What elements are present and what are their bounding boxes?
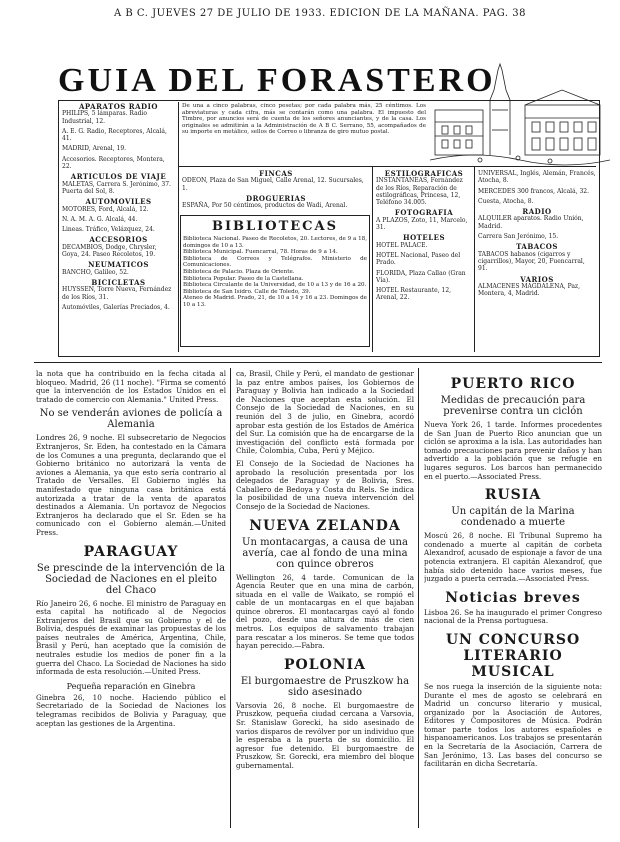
directory-entry: ESPAÑA, Por 50 céntimos, productos de Wadi, Arenal. bbox=[182, 202, 348, 210]
directory-entry: ODEON, Plaza de San Miguel, Calle Arenal, 12. Sucursales, 1. bbox=[182, 177, 364, 192]
section-heading: DROGUERIAS bbox=[246, 193, 306, 203]
directory-entry: MOTORES, Ford, Alcalá, 12. bbox=[62, 205, 149, 213]
directory-entry: INSTANTANEAS, Fernández de los Ríos, Reparación de estilográficas, Princesa, 12, Teléfono 34.005. bbox=[376, 177, 463, 207]
library-entry: Biblioteca de Palacio. Plaza de Oriente. bbox=[183, 268, 295, 275]
article-text: ca, Brasil, Chile y Perú, el mandato de gestionar la paz entre ambos países, los Gobiernos de Paraguay y Bolivia han indicado a la Sociedad de Naciones que aceptan esta solución. El Consejo de la Sociedad de Naciones, en su reunión del 3 de julio, en Ginebra, acordó aprobar esta gestión de los Estados de América del Sur. La comisión que ha de encargarse de la investigación del conflicto está formada por Chile, Colombia, Cuba, Perú y Méjico. bbox=[236, 370, 414, 456]
directory-entry: FLORIDA, Plaza Callao (Gran Vía). bbox=[376, 269, 466, 284]
article-text: Se nos ruega la inserción de la siguiente nota: Durante el mes de agosto se celebrará en Madrid un concurso literario y musical, organizado por la Asociación de Autores, Editores y Compositores de Música. Podrán tomar parte todos los autores españoles e hispanoamericanos. Los trabajos se presentarán en la Secretaría de la Asociación, Carrera de San Jerónimo, 13. Las bases del concurso se facilitarán en dicha Secretaría. bbox=[424, 681, 602, 769]
section-heading: RADIO bbox=[522, 207, 552, 217]
directory-entry: TABACOS habanos (cigarros y cigarrillos), Mayor, 20, Fuencarral, 91. bbox=[478, 250, 585, 273]
directory-entry: MERCEDES 300 francos, Alcalá, 32. bbox=[478, 187, 590, 195]
section-heading: FINCAS bbox=[259, 169, 293, 178]
guide-center-right-column bbox=[376, 170, 472, 305]
section-headline: UN CONCURSO LITERARIO MUSICAL bbox=[445, 631, 581, 680]
divider bbox=[34, 362, 602, 363]
section-heading: TABACOS bbox=[516, 242, 558, 252]
section-heading: AUTOMOVILES bbox=[85, 197, 152, 207]
article-headline: Medidas de precaución para prevenirse contra un ciclón bbox=[440, 395, 586, 417]
article-text: Londres 26, 9 noche. El subsecretario de Negocios Extranjeros, Sr. Eden, ha contestado en la Cámara de los Comunes a una pregunta, declarando que el Gobierno británico no autorizará la venta de aviones a Alemania, ya que esto sería contrario al Tratado de Versalles. El Gobierno inglés ha manifestado que ninguna casa británica está autorizada a tratar de la venta de aparatos destinados a Alemania. Un portavoz de Negocios Extranjeros ha declarado que el Sr. Eden se ha comunicado con el Gobierno alemán.—United Press. bbox=[36, 433, 226, 537]
section-heading: ARTICULOS DE VIAJE bbox=[70, 172, 167, 182]
libraries-heading: BIBLIOTECAS bbox=[211, 219, 338, 234]
library-entry: Biblioteca Municipal. Fuencarral, 78. Horas de 9 a 14. bbox=[183, 249, 338, 256]
column-divider bbox=[418, 368, 419, 828]
directory-entry: Carrera San Jerónimo, 15. bbox=[478, 233, 559, 241]
article-text: Río Janeiro 26, 6 noche. El ministro de Paraguay en esta capital ha notificado al de Negocios Extranjeros del Brasil que su Gobierno y el de Bolivia, después de examinar las propuestas de los países neutrales de América, Argentina, Chile, Brasil y Perú, han aceptado que la comisión de neutrales estudie los medios de poner fin a la guerra del Chaco. La Sociedad de Naciones ha sido informada de esta resolución.—United Press. bbox=[36, 598, 226, 677]
guide-left-column bbox=[62, 103, 175, 314]
directory-entry: Cuesta, Atocha, 8. bbox=[478, 197, 534, 205]
directory-entry: A. E. G. Radio, Receptores, Alcalá, 41. bbox=[62, 127, 167, 143]
section-headline: RUSIA bbox=[484, 487, 542, 504]
library-entry: Ateneo de Madrid. Prado, 21, de 10 a 14 y 16 a 23. Domingos de 10 a 13. bbox=[183, 295, 367, 308]
article-text: Moscú 26, 8 noche. El Tribunal Supremo ha condenado a muerte al capitán de corbeta Alexandrof, acusado de espionaje a favor de una potencia extranjera. El capitán Alexandrof, que había sido detenido hace varios meses, fue juzgado a puerta cerrada.—Associated Press. bbox=[424, 531, 602, 584]
section-heading: BICICLETAS bbox=[91, 277, 146, 287]
article-text: Wellington 26, 4 tarde. Comunican de la Agencia Reuter que en una mina de carbón, situada en el valle de Waikato, se rompió el cable de un montacargas en el que bajaban quince obreros. El montacargas cayó al fondo del pozo, desde una altura de más de cien metros. Los equipos de salvamento trabajan para rescatar a los mineros. Se teme que todos hayan perecido.—Fabra. bbox=[236, 572, 414, 651]
directory-entry: HOTEL PALACE. bbox=[376, 241, 428, 249]
directory-entry: MALETAS, Carrera S. Jerónimo, 37. Puerta del Sol, 8. bbox=[62, 180, 171, 195]
section-headline: PUERTO RICO bbox=[450, 376, 576, 392]
article-text: la nota que ha contribuido en la fecha citada al bloqueo. Madrid, 26 (11 noche). "Firma se comentó que la intervención de los Estados Unidos en el tratado de comercio con Alemania." United Press. bbox=[36, 370, 226, 404]
section-headline: NUEVA ZELANDA bbox=[249, 517, 401, 534]
directory-entry: DECAMBIOS, Dodge, Chrysler, Goya, 24. Paseo Recoletos, 19. bbox=[62, 243, 157, 259]
directory-entry: HOTEL Restaurante, 12, Arenal, 22. bbox=[376, 287, 452, 302]
section-heading: FOTOGRAFIA bbox=[394, 208, 454, 218]
section-headline: Noticias breves bbox=[445, 589, 581, 606]
article-headline: No se venderán aviones de policía a Alemania bbox=[39, 408, 223, 431]
directory-entry: BANCHO, Galileo, 52. bbox=[62, 268, 129, 276]
directory-entry: Accesorios. Receptores, Montera, 22. bbox=[62, 155, 165, 171]
library-entry: Biblioteca de San Isidro. Calle de Toledo, 39. bbox=[183, 288, 311, 295]
article-headline: Se prescinde de la intervención de la Sociedad de Naciones en el pleito del Chaco bbox=[36, 562, 226, 596]
directory-entry: N. A. M. A. G. Alcalá, 44. bbox=[62, 215, 138, 223]
library-entry: Biblioteca Popular. Paseo de la Castellana. bbox=[183, 275, 304, 282]
guide-right-column bbox=[478, 170, 596, 300]
article-text: Varsovia 26, 8 noche. El burgomaestre de Pruszkow, pequeña ciudad cercana a Varsovia, Sr. Stanislaw Gorecki, ha sido asesinado de varios disparos de revólver por un individuo que le esperaba a la puerta de su domicilio. El agresor fue detenido. El burgomaestre de Pruszkow, Sr. Gorecki, era miembro del bloque gubernamental. bbox=[236, 700, 414, 770]
section-headline: POLONIA bbox=[284, 656, 366, 673]
directory-entry: A PLAZOS, Zoto, 11, Marcelo, 31. bbox=[376, 216, 468, 232]
article-text: Ginebra 26, 10 noche. Haciendo público el Secretariado de la Sociedad de Naciones los telegramas recibidos de Bolivia y Paraguay, que aceptan las gestiones de la Argentina. bbox=[36, 692, 226, 728]
article-headline: Un montacargas, a causa de una avería, cae al fondo de una mina con quince obreros bbox=[242, 536, 408, 570]
section-heading: ESTILOGRAFICAS bbox=[384, 169, 464, 178]
directory-entry: UNIVERSAL, Inglés, Alemán, Francés, Atocha, 8. bbox=[478, 170, 596, 185]
masthead: A B C. JUEVES 27 DE JULIO DE 1933. EDICION DE LA MAÑANA. PAG. 38 bbox=[113, 8, 526, 19]
guide-title: GUIA DEL FORASTERO bbox=[58, 62, 496, 99]
section-headline: PARAGUAY bbox=[83, 543, 179, 560]
directory-entry: HUYSSEN, Torre Nueva, Fernández de los Ríos, 31. bbox=[62, 286, 172, 301]
news-column-3 bbox=[424, 370, 602, 835]
news-column-2 bbox=[236, 370, 414, 835]
directory-entry: Automóviles, Galerías Preciados, 4. bbox=[62, 303, 170, 311]
article-text: El Consejo de la Sociedad de Naciones ha aprobado la resolución presentada por los delegados de Paraguay y de Bolivia, Sres. Caballero de Bedoya y Costa du Rels. Se indica la posibilidad de una nueva intervención del Consejo de la Sociedad de Naciones. bbox=[236, 458, 414, 511]
directory-entry: HOTEL Nacional, Paseo del Prado. bbox=[376, 251, 461, 267]
library-entry: Biblioteca Nacional. Paseo de Recoletos, 20. Lectores, de 9 a 18, domingos de 10 a 13. bbox=[183, 236, 367, 249]
article-subheadline: Pequeña reparación en Ginebra bbox=[66, 681, 196, 691]
section-heading: APARATOS RADIO bbox=[79, 102, 158, 111]
library-entry: Biblioteca Circulante de la Universidad, de 10 a 13 y de 16 a 20. bbox=[183, 282, 367, 289]
directory-entry: ALQUILER aparatos. Radio Unión, Madrid. bbox=[478, 215, 584, 230]
library-entry: Biblioteca de Correos y Telégrafos. Ministerio de Comunicaciones. bbox=[183, 255, 367, 269]
news-column-1 bbox=[36, 370, 226, 835]
article-text: Lisboa 26. Se ha inaugurado el primer Congreso nacional de la Prensa portuguesa. bbox=[424, 607, 602, 626]
divider bbox=[372, 166, 373, 352]
column-divider bbox=[230, 368, 231, 828]
article-text: Nueva York 26, 1 tarde. Informes procedentes de San Juan de Puerto Rico anuncian que un ciclón se aproxima a la isla. Las autoridades han tomado precauciones para prevenir daños y han advertido a la población que se refugie en lugares seguros. Los barcos han permanecido en el puerto.—Associated Press. bbox=[424, 420, 602, 481]
libraries-box bbox=[180, 215, 370, 347]
directory-entry: Lineas. Tráfico, Velázquez, 24. bbox=[62, 226, 155, 234]
section-heading: ACCESORIOS bbox=[89, 235, 148, 245]
divider bbox=[178, 102, 179, 352]
guide-mid-column bbox=[182, 170, 370, 212]
section-heading: NEUMATICOS bbox=[88, 260, 149, 270]
article-headline: Un capitán de la Marina condenado a muerte bbox=[451, 506, 575, 529]
directory-entry: MADRID, Arenal, 19. bbox=[62, 145, 127, 153]
article-headline: El burgomaestre de Pruszkow ha sido asesinado bbox=[240, 675, 410, 698]
divider bbox=[178, 166, 596, 167]
divider bbox=[474, 166, 475, 352]
section-heading: HOTELES bbox=[402, 233, 446, 243]
directory-entry: PHILIPS, 5 lámparas. Radio Industrial, 12. bbox=[62, 110, 148, 125]
guide-intro: De una a cinco palabras, cinco pesetas; por cada palabra más, 25 céntimos. Los abreviaturas y cada cifra, más se contarán como una palabra. El impuesto del Timbre, por anuncios será de cuenta de los señores anunciantes, y de la casa. Los originales se admitirán a la Administración de A B C. Serrano, 55, acompañados de su importe en metálico, sellos de Correo o libranza de giro mutuo postal. bbox=[182, 103, 426, 136]
directory-entry: ALMACENES MAGDALENA, Paz, Montera, 4, Madrid. bbox=[478, 282, 580, 298]
libraries-list bbox=[183, 236, 367, 309]
section-heading: VARIOS bbox=[520, 274, 554, 284]
